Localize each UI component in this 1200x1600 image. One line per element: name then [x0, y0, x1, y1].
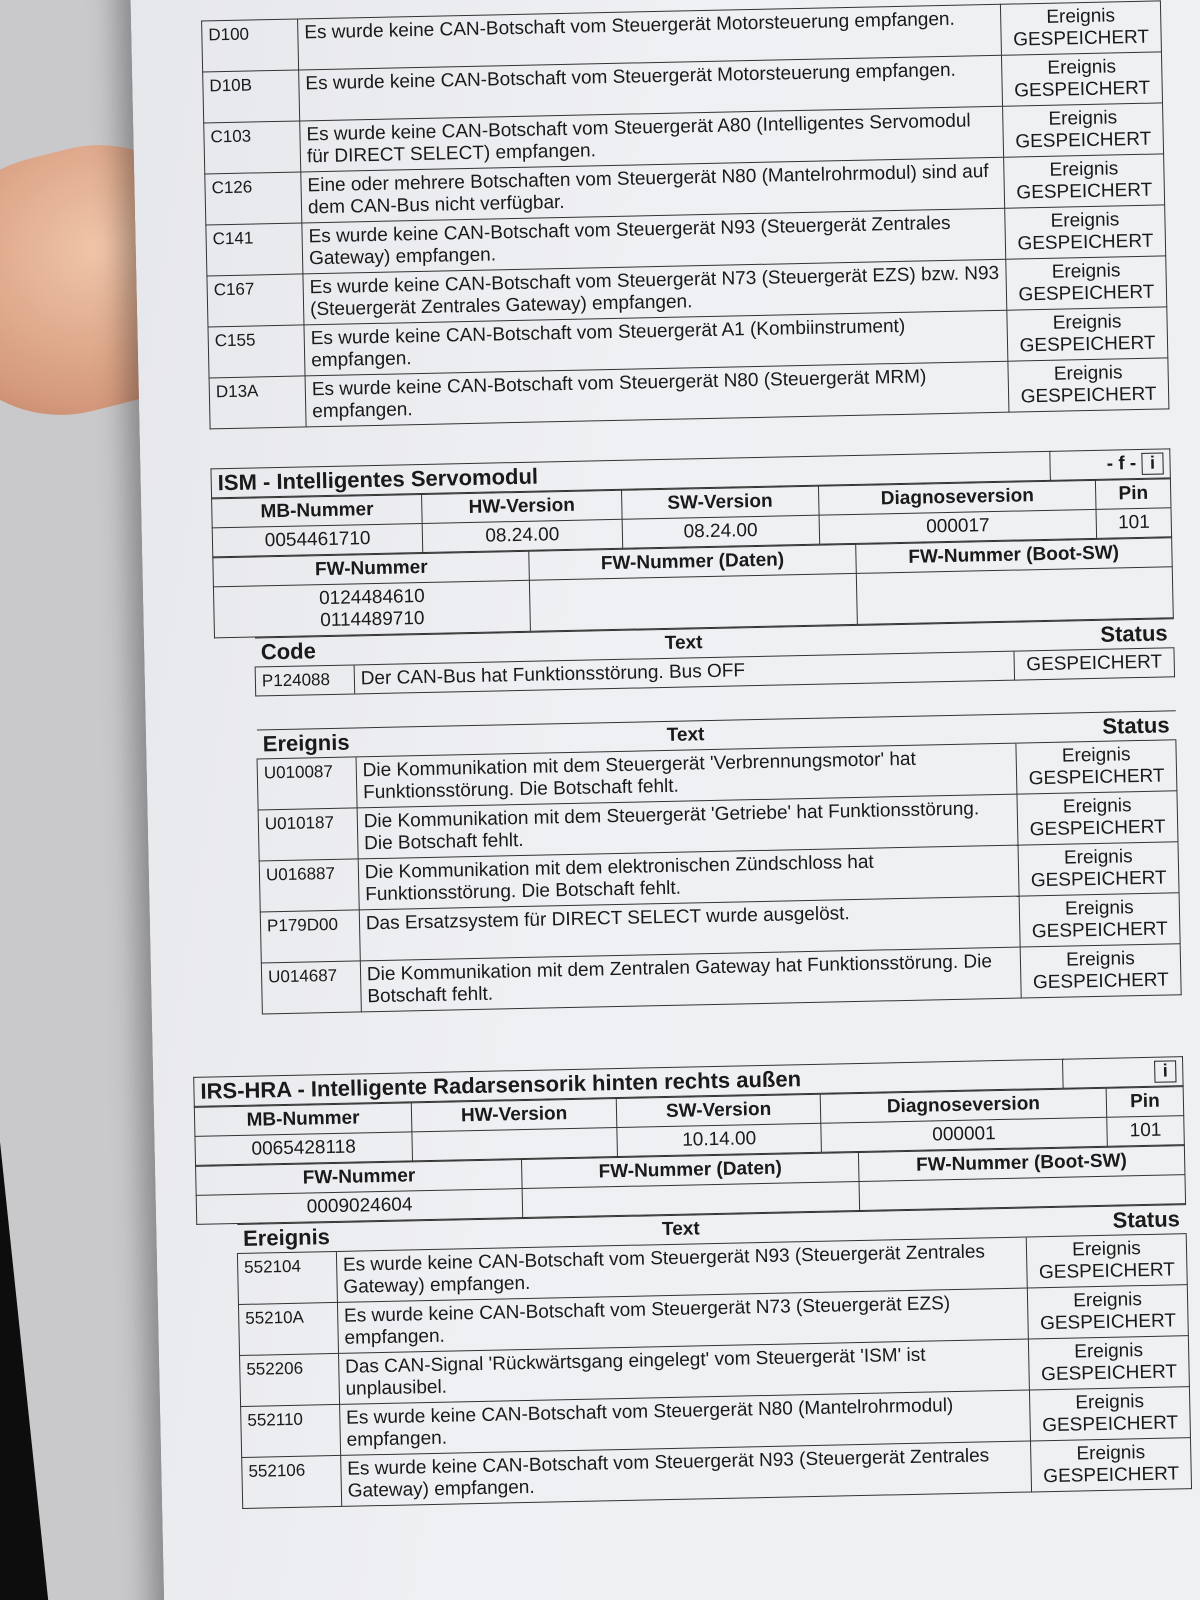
status-type: Ereignis [1064, 897, 1134, 920]
running-head [269, 0, 324, 2]
row-text: Es wurde keine CAN-Botschaft vom Steuergerät N93 (Steuergerät Zentrales Gateway) empfangen. [336, 1237, 1027, 1302]
row-text: Es wurde keine CAN-Botschaft vom Steuergerät N80 (Steuergerät MRM) empfangen. [305, 361, 1009, 427]
row-text: Der CAN-Bus hat Funktionsstörung. Bus OFF [354, 651, 1015, 694]
status-value: GESPEICHERT [1042, 1412, 1179, 1437]
row-text: Das Ersatzsystem für DIRECT SELECT wurde ausgelöst. [359, 896, 1020, 961]
irs-block [193, 1056, 1192, 1510]
status-type: Ereignis [1046, 5, 1116, 28]
ism-fw-data-value [530, 573, 857, 631]
status-value: GESPEICHERT [1032, 969, 1170, 994]
row-code: D100 [202, 19, 299, 72]
row-status [1004, 154, 1165, 208]
status-value: GESPEICHERT [1014, 77, 1151, 102]
status-type: Ereignis [1050, 209, 1120, 232]
status-type: Ereignis [1051, 260, 1121, 283]
row-status [1029, 1387, 1190, 1441]
irs-text-col-header: Text [336, 1208, 1027, 1251]
row-code: 552206 [240, 1353, 340, 1406]
irs-fw-header: FW-Nummer [196, 1160, 523, 1196]
irs-event-col-header: Ereignis [237, 1222, 336, 1253]
row-text: Es wurde keine CAN-Botschaft vom Steuergerät Motorsteuerung empfangen. [298, 4, 1002, 70]
irs-diag-value: 000001 [821, 1117, 1108, 1152]
status-type: Ereignis [1061, 744, 1131, 767]
ism-text-col-header: Text [353, 622, 1014, 665]
top-events-block [201, 0, 1169, 429]
row-status [1019, 893, 1180, 947]
irs-sw-value: 10.14.00 [617, 1123, 821, 1156]
ism-fw-value: 0124484610 0114489710 [213, 580, 530, 638]
ism-mb-value: 0054461710 [212, 523, 423, 556]
row-code: C167 [207, 274, 304, 327]
status-type: Ereignis [1074, 1340, 1144, 1363]
row-code: D10B [203, 70, 300, 123]
info-icon[interactable]: i [1154, 1060, 1176, 1082]
irs-status-col-header: Status [1026, 1205, 1187, 1237]
row-status [1018, 842, 1179, 896]
ism-sw-header: SW-Version [621, 486, 819, 519]
status-type: Ereignis [1048, 107, 1118, 130]
row-status [1001, 52, 1162, 106]
row-status [1016, 740, 1177, 794]
ism-event-col-header: Ereignis [256, 728, 355, 759]
row-code: U014687 [261, 961, 361, 1014]
row-code: U010187 [258, 808, 358, 861]
info-icon[interactable]: i [1141, 452, 1163, 474]
ism-code-col-header: Code [255, 636, 354, 667]
row-status [1003, 103, 1164, 157]
status-type: Ereignis [1062, 795, 1132, 818]
status-type: Ereignis [1076, 1442, 1146, 1465]
ism-event-text-col-header: Text [355, 714, 1016, 757]
row-code: C126 [205, 172, 302, 225]
row-text: Es wurde keine CAN-Botschaft vom Steuergerät N73 (Steuergerät EZS) empfangen. [337, 1288, 1028, 1353]
ism-fw-boot-value [856, 567, 1173, 625]
ism-diag-header: Diagnoseversion [818, 480, 1096, 515]
row-status [1017, 791, 1178, 845]
row-status [1006, 256, 1167, 310]
status-value: GESPEICHERT [1017, 230, 1154, 255]
row-status: GESPEICHERT [1014, 648, 1175, 680]
ism-status-col-header: Status [1013, 619, 1174, 651]
ism-fw-header: FW-Nummer [213, 551, 530, 587]
document-page [130, 0, 1200, 1600]
top-events-table [201, 0, 1169, 429]
status-type: Ereignis [1053, 362, 1123, 385]
irs-pin-value: 101 [1107, 1116, 1185, 1147]
row-text: Es wurde keine CAN-Botschaft vom Steuergerät Motorsteuerung empfangen. [299, 55, 1003, 121]
row-status [1031, 1438, 1192, 1492]
status-type: Ereignis [1073, 1289, 1143, 1312]
status-value: GESPEICHERT [1015, 128, 1152, 153]
row-text: Es wurde keine CAN-Botschaft vom Steuergerät N73 (Steuergerät EZS) bzw. N93 (Steuergerät Zentrales Gateway) empfangen. [303, 259, 1007, 325]
irs-events-table [236, 1204, 1192, 1509]
status-value: GESPEICHERT [1020, 383, 1157, 408]
ism-mb-header: MB-Nummer [212, 495, 423, 528]
ism-pin-value: 101 [1096, 508, 1171, 539]
row-text: Es wurde keine CAN-Botschaft vom Steuergerät N93 (Steuergerät Zentrales Gateway) empfangen. [340, 1441, 1031, 1506]
ism-block [210, 448, 1181, 1015]
status-value: GESPEICHERT [1029, 816, 1166, 841]
row-code: P124088 [255, 665, 354, 696]
row-code: 55210A [238, 1302, 338, 1355]
row-text: Die Kommunikation mit dem Steuergerät 'Getriebe' hat Funktionsstörung. Die Botschaft fehlt. [357, 794, 1018, 859]
status-type: Ereignis [1075, 1391, 1145, 1414]
ism-sw-value: 08.24.00 [622, 515, 820, 548]
row-status [1007, 307, 1168, 361]
row-text: Die Kommunikation mit dem Steuergerät 'Verbrennungsmotor' hat Funktionsstörung. Die Botschaft fehlt. [356, 743, 1017, 808]
ism-diag-value: 000017 [819, 509, 1097, 544]
row-code: D13A [209, 376, 306, 429]
irs-title: IRS-HRA - Intelligente Radarsensorik hinten rechts außen [194, 1059, 1063, 1106]
row-code: U010087 [257, 757, 357, 810]
status-value: GESPEICHERT [1018, 281, 1155, 306]
ism-info-cell [1050, 449, 1171, 481]
row-code: 552110 [241, 1404, 341, 1457]
status-type: Ereignis [1049, 158, 1119, 181]
status-value: GESPEICHERT [1038, 1259, 1176, 1284]
status-value: GESPEICHERT [1016, 179, 1153, 204]
row-text: Die Kommunikation mit dem elektronischen Zündschloss hat Funktionsstörung. Die Botschaft fehlt. [358, 845, 1019, 910]
row-code: C103 [204, 121, 301, 174]
row-text: Eine oder mehrere Botschaften vom Steuergerät N80 (Mantelrohrmodul) sind auf dem CAN-Bus nicht verfügbar. [301, 157, 1005, 223]
status-type: Ereignis [1047, 56, 1117, 79]
row-text: Es wurde keine CAN-Botschaft vom Steuergerät N93 (Steuergerät Zentrales Gateway) empfangen. [302, 208, 1006, 274]
status-value: GESPEICHERT [1028, 765, 1165, 790]
row-code: 552104 [237, 1251, 337, 1304]
row-status [1026, 1234, 1187, 1288]
ism-fw-data-header: FW-Nummer (Daten) [529, 544, 856, 580]
irs-fw-data-header: FW-Nummer (Daten) [522, 1153, 859, 1189]
row-text: Es wurde keine CAN-Botschaft vom Steuergerät A1 (Kombiinstrument) empfangen. [304, 310, 1008, 376]
status-value: GESPEICHERT [1013, 26, 1150, 51]
row-status [1028, 1336, 1189, 1390]
ism-codes-table [254, 618, 1182, 1014]
row-text: Es wurde keine CAN-Botschaft vom Steuergerät A80 (Intelligentes Servomodul für DIRECT SELECT) empfangen. [300, 106, 1004, 172]
irs-hw-value [412, 1128, 618, 1161]
irs-pin-header: Pin [1106, 1087, 1184, 1118]
status-type: Ereignis [1065, 948, 1135, 971]
status-value: GESPEICHERT [1031, 918, 1168, 943]
status-type: Ereignis [1063, 846, 1133, 869]
row-status [1005, 205, 1166, 259]
ism-event-status-col-header: Status [1015, 711, 1176, 743]
ism-fw-boot-header: FW-Nummer (Boot-SW) [855, 538, 1172, 574]
irs-mb-value: 0065428118 [195, 1132, 412, 1166]
row-code: U016887 [259, 859, 359, 912]
status-value: GESPEICHERT [1039, 1310, 1177, 1335]
irs-fw-boot-header: FW-Nummer (Boot-SW) [858, 1146, 1185, 1182]
row-code: C155 [208, 325, 305, 378]
ism-hw-value: 08.24.00 [422, 519, 622, 552]
row-status [1020, 944, 1181, 998]
irs-diag-header: Diagnoseversion [820, 1088, 1107, 1123]
irs-fw-value: 0009024604 [196, 1189, 523, 1225]
status-value: GESPEICHERT [1019, 332, 1156, 357]
ism-pin-header: Pin [1096, 479, 1171, 510]
row-code: P179D00 [260, 910, 360, 963]
status-value: GESPEICHERT [1043, 1463, 1180, 1488]
ism-title: ISM - Intelligentes Servomodul [211, 451, 1050, 498]
ism-flag: - f - [1106, 453, 1137, 475]
row-text: Das CAN-Signal 'Rückwärtsgang eingelegt' vom Steuergerät 'ISM' ist unplausibel. [338, 1339, 1029, 1404]
row-text: Die Kommunikation mit dem Zentralen Gateway hat Funktionsstörung. Die Botschaft fehlt. [360, 947, 1021, 1012]
row-status [1000, 1, 1161, 55]
irs-info-cell [1063, 1057, 1184, 1089]
status-type: Ereignis [1071, 1238, 1142, 1261]
status-type: Ereignis [1052, 311, 1122, 334]
row-code: 552106 [242, 1455, 342, 1508]
row-text: Es wurde keine CAN-Botschaft vom Steuergerät N80 (Mantelrohrmodul) empfangen. [339, 1390, 1030, 1455]
row-status [1027, 1285, 1188, 1339]
irs-sw-header: SW-Version [617, 1094, 821, 1127]
row-code: C141 [206, 223, 303, 276]
irs-mb-header: MB-Nummer [194, 1103, 411, 1137]
ism-hw-header: HW-Version [422, 490, 622, 523]
status-value: GESPEICHERT [1040, 1361, 1178, 1386]
status-value: GESPEICHERT [1030, 867, 1167, 892]
irs-hw-header: HW-Version [411, 1099, 617, 1132]
row-status [1008, 358, 1169, 412]
